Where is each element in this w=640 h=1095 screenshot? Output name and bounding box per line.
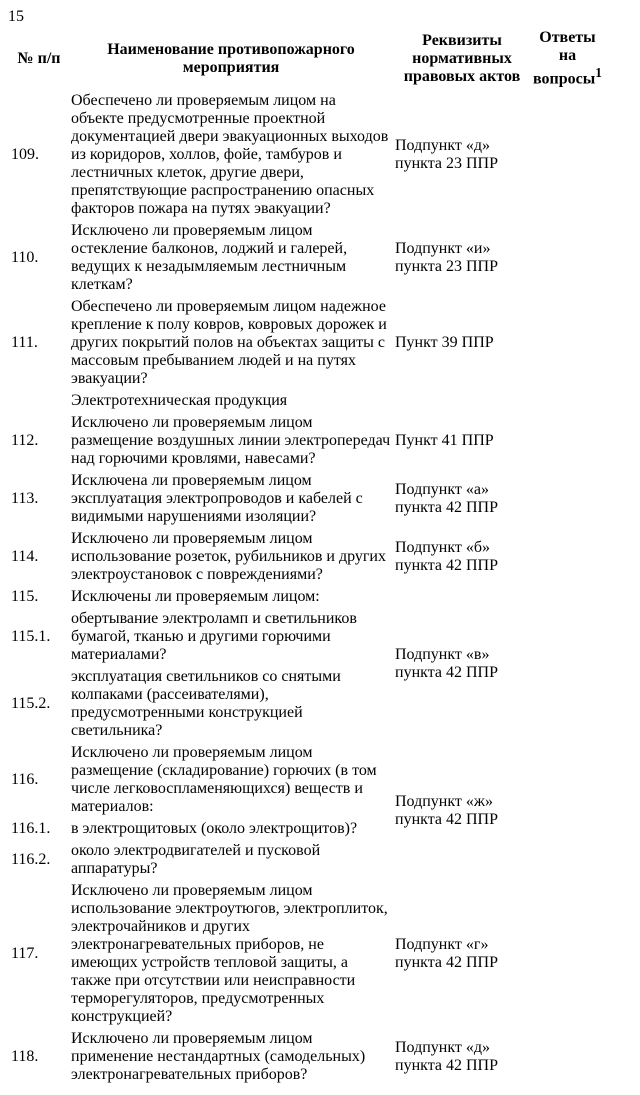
- row-measure: обертывание электроламп и светильников бумагой, тканью и другими горючими материалами?: [71, 610, 357, 664]
- row-answer: [532, 413, 603, 469]
- row-measure: эксплуатация светильников со снятыми колпаками (рассеивателями), предусмотренными конструкцией светильника?: [71, 668, 341, 740]
- row-requisites: Подпункт «д» пункта 23 ППР: [395, 137, 498, 173]
- row-answer: [532, 471, 603, 527]
- row-number: 116.: [11, 771, 39, 789]
- row-requisites: Подпункт «б» пункта 42 ППР: [395, 539, 498, 575]
- row-requisites: Подпункт «и» пункта 23 ППР: [395, 240, 498, 276]
- row-answer: [532, 297, 603, 389]
- row-number: 110.: [11, 249, 39, 267]
- table-row: [10, 91, 603, 219]
- row-number: 117.: [11, 945, 39, 963]
- page-number: 15: [8, 8, 24, 25]
- row-requisites: Подпункт «ж» пункта 42 ППР: [395, 793, 498, 829]
- section-row: [10, 391, 603, 411]
- row-answer: [532, 609, 603, 665]
- row-requisites: Пункт 39 ППР: [395, 334, 494, 352]
- document-page: [8, 8, 632, 1087]
- header-row: [10, 28, 603, 89]
- row-measure: Исключено ли проверяемым лицом использование розеток, рубильников и других электроустановок с повреждениями?: [71, 530, 386, 584]
- section-title: Электротехническая продукция: [71, 392, 288, 410]
- row-measure: Исключены ли проверяемым лицом:: [71, 588, 320, 606]
- row-measure: Обеспечено ли проверяемым лицом на объекте предусмотренные проектной документацией двери эвакуационных выходов из коридоров, холлов, фойе, тамбуров и лестничных клеток, другие двери, препятствующие распространению опасных факторов пожара на путях эвакуации?: [71, 92, 389, 218]
- header-requisites: Реквизиты нормативных правовых актов: [403, 31, 521, 85]
- header-answers-text: Ответы на вопросы: [533, 29, 596, 88]
- row-number: 115.1.: [11, 628, 51, 646]
- table-row: [10, 743, 603, 817]
- table-row: [10, 1029, 603, 1085]
- table-row: [10, 587, 603, 607]
- row-number: 114.: [11, 548, 39, 566]
- row-answer: [532, 221, 603, 295]
- header-answers: [532, 28, 603, 89]
- row-number: 115.: [11, 588, 39, 606]
- row-answer: [532, 819, 603, 839]
- row-answer: [532, 743, 603, 817]
- footnote-marker: 1: [595, 65, 602, 80]
- row-requisites: Подпункт «в» пункта 42 ППР: [395, 646, 498, 682]
- row-number: 118.: [11, 1048, 39, 1066]
- table-row: [10, 297, 603, 389]
- table-row: [10, 529, 603, 585]
- row-answer: [532, 587, 603, 607]
- row-answer: [532, 529, 603, 585]
- row-measure: Исключена ли проверяемым лицом эксплуатация электропроводов и кабелей с видимыми нарушениями изоляции?: [71, 472, 363, 526]
- row-answer: [532, 1029, 603, 1085]
- row-measure: Исключено ли проверяемым лицом размещение (складирование) горючих (в том числе легковоспламеняющихся) веществ и материалов:: [71, 744, 377, 816]
- row-requisites: Подпункт «а» пункта 42 ППР: [395, 481, 498, 517]
- header-name: Наименование противопожарного мероприятия: [107, 40, 355, 76]
- row-number: 113.: [11, 490, 39, 508]
- row-number: 112.: [11, 432, 39, 450]
- row-measure: Исключено ли проверяемым лицом применение нестандартных (самодельных) электронагревательных приборов?: [71, 1030, 366, 1084]
- row-requisites: Пункт 41 ППР: [395, 432, 494, 450]
- table-row: [10, 471, 603, 527]
- table-row: [10, 221, 603, 295]
- row-answer: [532, 841, 603, 879]
- checklist-table: [8, 26, 605, 1087]
- row-measure: Исключено ли проверяемым лицом размещение воздушных линии электропередач над горючими кровлями, навесами?: [71, 414, 391, 468]
- rotated-content: [8, 26, 632, 1087]
- row-measure: около электродвигателей и пусковой аппаратуры?: [71, 842, 321, 878]
- row-number: 109.: [11, 146, 39, 164]
- row-requisites: Подпункт «г» пункта 42 ППР: [395, 936, 498, 972]
- row-answer: [532, 667, 603, 741]
- row-number: 111.: [11, 334, 38, 352]
- table-row: [10, 881, 603, 1027]
- row-measure: Исключено ли проверяемым лицом использование электроутюгов, электроплиток, электрочайников и других электронагревательных приборов, не имеющих устройств тепловой защиты, а также при отсутствии или неисправности терморегуляторов, предусмотренных конструкцией?: [71, 882, 388, 1026]
- row-requisites: Подпункт «д» пункта 42 ППР: [395, 1039, 498, 1075]
- row-measure: Исключено ли проверяемым лицом остекление балконов, лоджий и галерей, ведущих к незадымляемым лестничным клеткам?: [71, 222, 348, 294]
- row-answer: [532, 881, 603, 1027]
- row-answer: [532, 91, 603, 219]
- row-measure: Обеспечено ли проверяемым лицом надежное крепление к полу ковров, ковровых дорожек и других покрытий полов на объектах защиты с массовым пребыванием людей и на путях эвакуации?: [71, 298, 387, 388]
- row-number: 115.2.: [11, 695, 51, 713]
- header-num: № п/п: [17, 49, 61, 67]
- row-number: 116.2.: [11, 851, 51, 869]
- table-row: [10, 413, 603, 469]
- row-measure: в электрощитовых (около электрощитов)?: [71, 820, 358, 838]
- row-number: 116.1.: [11, 820, 51, 838]
